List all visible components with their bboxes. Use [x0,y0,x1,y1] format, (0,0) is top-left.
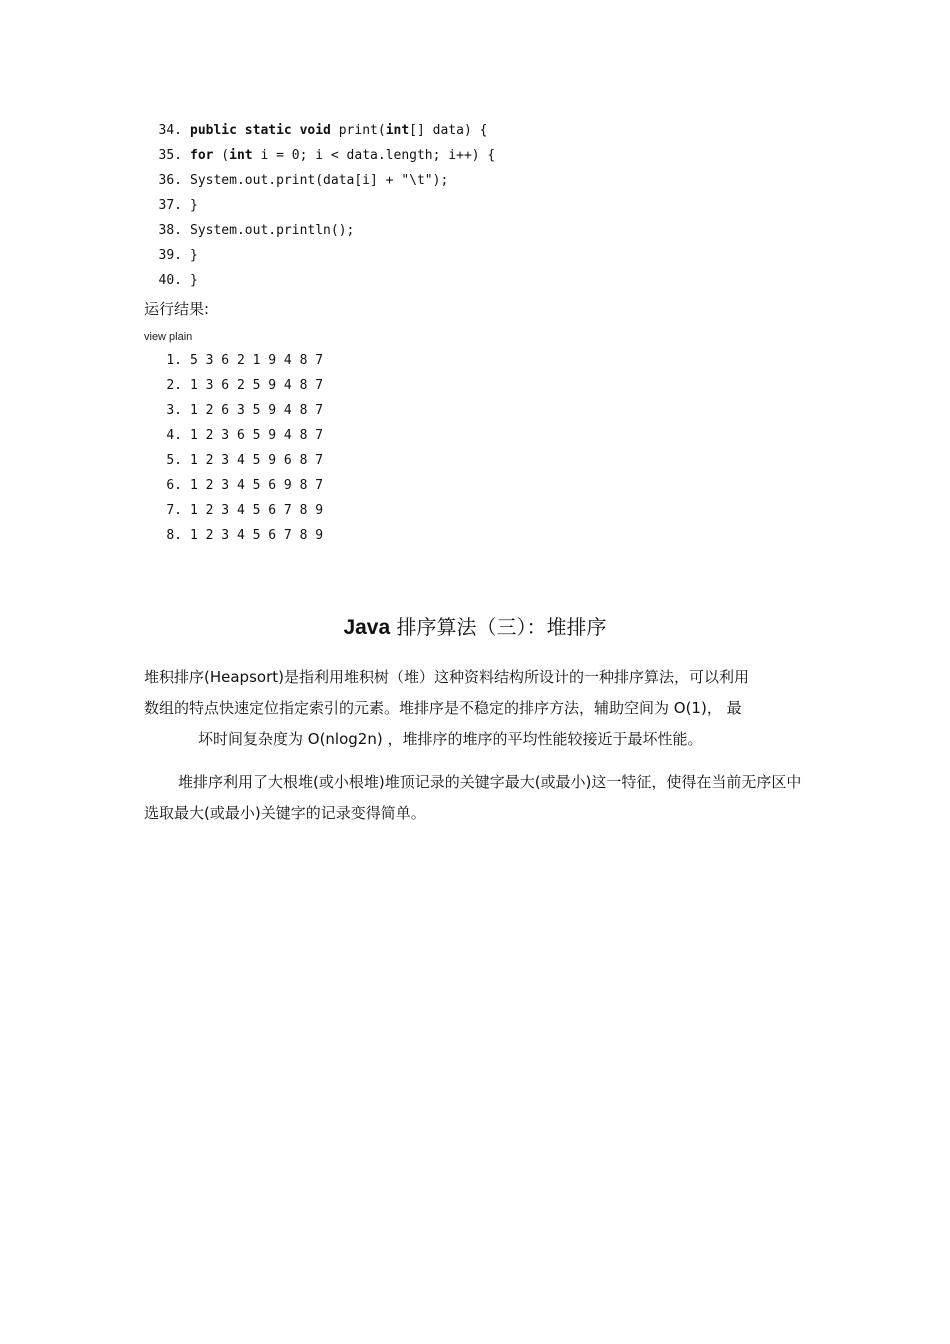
code-line [144,218,824,243]
output-text: 5 3 6 2 1 9 4 8 7 [190,353,324,368]
output-text: 1 2 6 3 5 9 4 8 7 [190,403,324,418]
line-number: 39. [158,248,182,263]
paragraph-line: 数组的特点快速定位指定索引的元素。堆排序是不稳定的排序方法，辅助空间为 O(1)， 最 [144,699,742,717]
output-text: 1 3 6 2 5 9 4 8 7 [190,378,324,393]
paragraph-line: 坏时间复杂度为 O(nlog2n) ，堆排序的堆序的平均性能较接近于最坏性能。 [198,730,703,748]
line-number: 3. [166,403,182,418]
code-keyword: for [190,148,214,163]
line-number: 35. [158,148,182,163]
code-text: } [190,248,198,263]
output-text: 1 2 3 6 5 9 4 8 7 [190,428,324,443]
code-text: } [190,198,198,213]
line-number: 1. [166,353,182,368]
output-text: 1 2 3 4 5 6 9 8 7 [190,478,324,493]
output-text: 1 2 3 4 5 9 6 8 7 [190,453,324,468]
output-line [144,498,824,523]
section-heading [0,612,950,643]
code-keyword: public static void [190,123,331,138]
line-number: 37. [158,198,182,213]
code-text: System.out.println(); [190,223,355,238]
section-heading-latin: Java [343,616,391,639]
line-number: 8. [166,528,182,543]
line-number: 5. [166,453,182,468]
code-text: i = 0; i < data.length; i++) { [252,148,496,163]
line-number: 6. [166,478,182,493]
output-listing [144,348,824,548]
code-text: ( [213,148,230,163]
code-line [144,193,824,218]
code-text: System.out.print(data[i] + "\t"); [190,173,449,188]
paragraph-line: 堆积排序(Heapsort)是指利用堆积树（堆）这种资料结构所设计的一种排序算法，可以利用 [144,668,749,686]
code-line [144,168,824,193]
code-listing [144,118,824,293]
output-line [144,523,824,548]
output-line [144,473,824,498]
code-keyword: int [229,148,253,163]
output-line [144,348,824,373]
section-heading-text: 排序算法（三）：堆排序 [390,615,607,639]
code-line [144,268,824,293]
view-plain-link[interactable]: view plain [144,331,193,343]
line-number: 34. [158,123,182,138]
line-number: 7. [166,503,182,518]
code-text: print( [330,123,386,138]
code-line [144,243,824,268]
heapsort-feature-paragraph: 堆排序利用了大根堆(或小根堆)堆顶记录的关键字最大(或最小)这一特征，使得在当前无序区中选取最大(或最小)关键字的记录变得简单。 [144,773,802,822]
heapsort-intro-paragraph [144,662,809,755]
line-number: 36. [158,173,182,188]
output-line [144,448,824,473]
output-text: 1 2 3 4 5 6 7 8 9 [190,503,324,518]
line-number: 2. [166,378,182,393]
output-line [144,373,824,398]
code-keyword: int [385,123,410,138]
output-text: 1 2 3 4 5 6 7 8 9 [190,528,324,543]
line-number: 40. [158,273,182,288]
output-line [144,398,824,423]
code-text: } [190,273,198,288]
output-line [144,423,824,448]
code-line [144,118,824,143]
run-result-label: 运行结果: [144,300,210,318]
line-number: 38. [158,223,182,238]
line-number: 4. [166,428,182,443]
code-line [144,143,824,168]
code-text: [] data) { [409,123,488,138]
